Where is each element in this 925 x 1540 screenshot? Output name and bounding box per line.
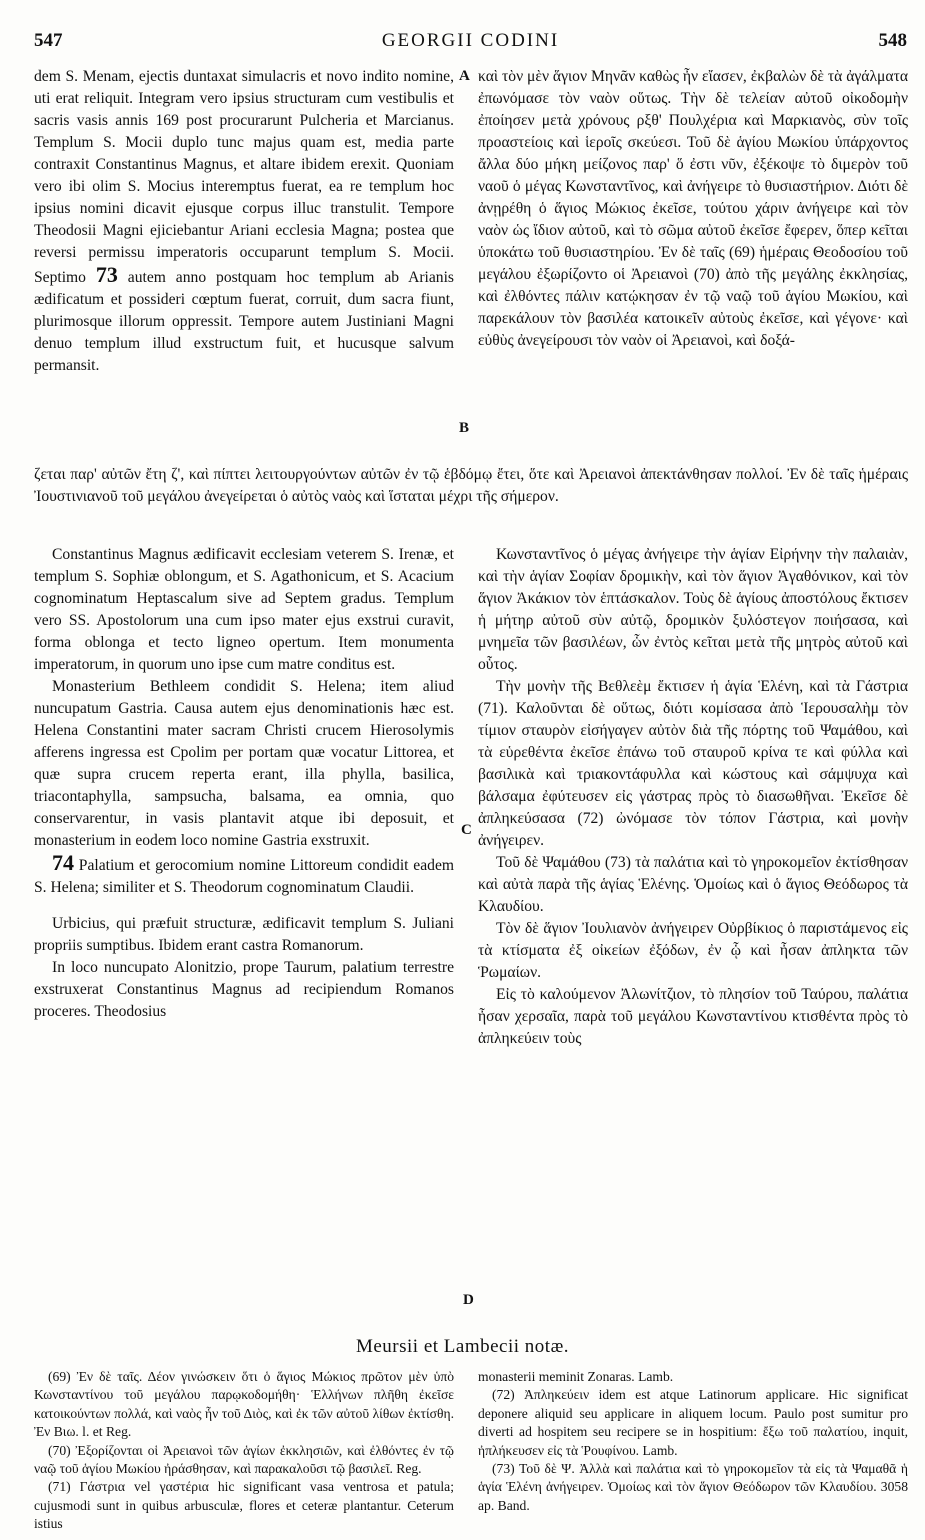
running-header	[34, 30, 907, 60]
latin-paragraph-mocius: dem S. Menam, ejectis duntaxat simulacris et novo indito nomine, uti erat reliquit. Integram vero ipsius structuram cum vestibulis et sacris vasis annis 169 post procurarunt Pulcheria et Marcianus. Templum S. Mocii duplo tunc majus quam est, media parte contraxit Constantinus Magnus, et altare ibidem erexit. Quoniam vero ibi olim S. Mocius interemptus fuerat, ea re templum hoc ipsius nomini dicavit ejusque corpus illuc transtulit. Tempore Theodosii Magni ejiciebantur Ariani ecclesia Magna; postea que reversi permissu imperatoris occuparunt templum S. Mocii. Septimo 73 autem anno postquam hoc templum ab Arianis ædificatum et possideri cœptum fuerat, corruit, dum sacra fiunt, plurimosque illorum oppressit. Tempore autem Justiniani Magni denuo templum illud exstructum fuit, et hucusque salvum permansit.	[34, 68, 454, 374]
note-70: (70) Ἐξορίζονται οἱ Ἀρειανοὶ τῶν ἁγίων ἐκκλησιῶν, καὶ ἐλθόντες ἐν τῷ ναῷ τοῦ ἁγίου Μωκίου ἠράσθησαν, καὶ παρακαλοῦσι τῷ βασιλεῖ. Reg.	[34, 1442, 454, 1477]
greek-paragraph-psamathos: Τοῦ δὲ Ψαμάθου (73) τὰ παλάτια καὶ τὸ γηροκομεῖον ἐκτίσθησαν καὶ αὐτὰ παρὰ τῆς ἁγίας Ἑλένης. Ὁμοίως καὶ ὁ ἅγιος Θεόδωρος τὰ Κλαυδίου.	[478, 854, 908, 915]
latin-paragraph-palatium: 74 Palatium et gerocomium nomine Littoreum condidit eadem S. Helena; similiter et S. Theodorum cognominatum Claudii.	[34, 850, 454, 896]
note-72: (72) Ἀπληκεύειν idem est atque Latinorum applicare. Hic significat deponere aliquid seu applicare in aliquem locum. Paulo post sumitur pro diverti ad hospitem seu recipere se in hospitium: ἔξω τοῦ παλατίου, inquit, ἠπλήκευσεν εἰς τὰ Ῥουφίνου. Lamb.	[478, 1387, 908, 1458]
section-number-74: 74	[52, 850, 74, 875]
note-73: (73) Τοῦ δὲ Ψ. Ἀλλὰ καὶ παλάτια καὶ τὸ γηροκομεῖον τὰ εἰς τὰ Ψαμαθᾶ ἡ ἁγία Ἑλένη ἀνήγειρεν. Ὁμοίως καὶ τὸν ἅγιον Θεόδωρον τῶν Κλαυδίου. 3058 ap. Band.	[478, 1461, 908, 1513]
margin-mark-a: A	[459, 68, 470, 84]
notes-column-right	[478, 1368, 908, 1515]
page-number-left: 547	[34, 30, 63, 51]
note-69: (69) Ἐν δὲ ταῖς. Δέον γινώσκειν ὅτι ὁ ἅγιος Μώκιος πρῶτον μὲν ὑπὸ Κωνσταντίνου τοῦ μεγάλου παρῳκοδομήθη· Ἑλλήνων πλῆθη ἐκεῖσε κατοικούντων πολλά, καὶ ναὸς ἦν τοῦ Διὸς, καὶ ἐκ τῶν αὐτοῦ λίθων ἐκτίσθη. Ἐν Βιω. l. et Reg.	[34, 1369, 454, 1440]
notes-heading: Meursii et Lambecii notæ.	[355, 1336, 569, 1357]
section-number-73: 73	[95, 262, 118, 287]
greek-column-lower	[478, 544, 908, 1050]
greek-paragraph-alonitzion: Εἰς τὸ καλούμενον Ἀλωνίτζιον, τὸ πλησίον τοῦ Ταύρου, παλάτια ἦσαν χερσαῖα, παρὰ τοῦ μεγάλου Κωνσταντίνου κτισθέντα πρὸς τὸ ἀπληκεύειν τοὺς	[478, 986, 908, 1047]
latin-paragraph-urbicius: Urbicius, qui præfuit structuræ, ædificavit templum S. Juliani propriis sumptibus. Ibidem erant castra Romanorum.	[34, 915, 454, 954]
latin-paragraph-constantinus: Constantinus Magnus ædificavit ecclesiam veterem S. Irenæ, et templum S. Sophiæ oblongum, et S. Agathonicum, et S. Acacium cognominatum Heptascalum sive ad Septem gradus. Templum vero SS. Apostolorum una cum ipso mater ejus exstrui curavit, forma oblonga et tecto ligneo opertum. Item monumenta imperatorum, in quorum uno ipse cum matre conditus est.	[34, 546, 454, 673]
latin-column-upper	[34, 66, 454, 377]
greek-paragraph-constantinus: Κωνσταντῖνος ὁ μέγας ἀνήγειρε τὴν ἁγίαν Εἰρήνην τὴν παλαιὰν, καὶ τὴν ἁγίαν Σοφίαν δρομικὴν, καὶ τὸν ἅγιον Ἀγαθόνικον, καὶ τὸν ἅγιον Ἀκάκιον τὸν ἑπτάσκαλον. Τοὺς δὲ ἁγίους ἀποστόλους ἔκτισεν ἡ μήτηρ αὐτοῦ σὺν αὐτῷ, δρομικὸν ξυλόστεγον ποιήσασα, καὶ μνημεῖα τῶν βασιλέων, ὧν ἐντὸς κεῖται μετὰ τῆς μητρὸς αὐτοῦ καὶ οὗτος.	[478, 546, 908, 673]
greek-paragraph-mocius: καὶ τὸν μὲν ἅγιον Μηνᾶν καθὼς ἦν εἴασεν, ἐκβαλὼν δὲ τὰ ἀγάλματα ἐπωνόμασε τὸν ναὸν οὕτως. Τὴν δὲ τελείαν αὐτοῦ οἰκοδομὴν ἐποίησεν μετὰ χρόνους ρξθ' Πουλχέρια καὶ Μαρκιανὸς, σὺν τοῖς προαστείοις καὶ ἱεροῖς σκεύεσι. Τοῦ δὲ ἁγίου Μωκίου ὑπάρχοντος ἄλλα δύο μήκη μείζονος παρ' ὅ ἐστι νῦν, ἐξέκοψε τὸ διμερὸν τοῦ ναοῦ ὁ μέγας Κωνσταντῖνος, καὶ ἀνήγειρε τὸ θυσιαστήριον. Διότι δὲ ἀνῃρέθη ὁ ἅγιος Μώκιος ἐκεῖσε, τούτου χάριν ἀνήγειρε καὶ τὸν ναὸν ὡς ἴδιον αὐτοῦ, καὶ τὸ σῶμα αὐτοῦ ἐκεῖσε ἔφερεν, ὅπερ κεῖται ὑποκάτω τοῦ θυσιαστηρίου. Ἐν δὲ ταῖς (69) ἡμέραις Θεοδοσίου τοῦ μεγάλου ἐξωρίζοντο οἱ Ἀρειανοὶ (70) ἀπὸ τῆς μεγάλης ἐκκλησίας, καὶ ἐλθόντες πάλιν κατῴκησαν ἐν τῷ ναῷ τοῦ ἁγίου Μωκίου, καὶ παρεκάλουν τὸν βασιλέα κατοικεῖν αὐτοὺς ἐκεῖσε, καὶ γέγονε· καὶ εὐθὺς ἀνεγείρουσι τὸν ναὸν οἱ Ἀρειανοὶ, καὶ δοξά-	[478, 68, 908, 349]
page-number-right: 548	[878, 30, 907, 51]
latin-column-lower	[34, 544, 454, 1023]
note-71-continued: monasterii meminit Zonaras. Lamb.	[478, 1369, 674, 1384]
margin-mark-b: B	[459, 420, 470, 436]
note-71: (71) Γάστρια vel γαστέρια hic significant vasa ventrosa et patula; cujusmodi sunt in quibus arbusculæ, flores et ceteræ plantantur. Ceterum istius	[34, 1479, 454, 1532]
greek-column-upper	[478, 66, 908, 352]
running-title: GEORGII CODINI	[381, 30, 560, 51]
greek-spanning-paragraph: ζεται παρ' αὐτῶν ἔτη ζ', καὶ πίπτει λειτουργούντων αὐτῶν ἐν τῷ ἑβδόμῳ ἔτει, ὅτε καὶ Ἀρειανοὶ ἀπεκτάνθησαν πολλοί. Ἐν δὲ ταῖς ἡμέραις Ἰουστινιανοῦ τοῦ μεγάλου ἀνεγείρεται ὁ αὐτὸς ναὸς καὶ ἵσταται μέχρι τῆς σήμερον.	[34, 466, 908, 505]
greek-paragraph-bethleem: Τὴν μονὴν τῆς Βεθλεὲμ ἔκτισεν ἡ ἁγία Ἑλένη, καὶ τὰ Γάστρια (71). Καλοῦνται δὲ οὕτως, διότι κομίσασα ἀπὸ Ἱερουσαλὴμ τὸν τίμιον σταυρὸν εἰσήγαγεν αὐτὸν διὰ τῆς πόρτης τοῦ Ψαμάθου, καὶ τὰ εὑρεθέντα ἐκεῖσε ἐπάνω τοῦ σταυροῦ κρίνα τε καὶ φύλλα καὶ βασιλικὰ καὶ τριακοντάφυλλα καὶ κώστους καὶ σάμψυχα καὶ βάλσαμα ἐφύτευσεν εἰς γάστρας πρὸς τὸ διασωθῆναι. Ἐκεῖσε δὲ ἀπληκεύσασα (72) ὠνόμασε τὸν τόπον Γάστρια, καὶ μονὴν ἀνήγειρεν.	[478, 678, 908, 849]
greek-paragraph-ioulianos: Τὸν δὲ ἅγιον Ἰουλιανὸν ἀνήγειρεν Οὐρβίκιος ὁ παριστάμενος εἰς τὰ κτίσματα ἐξ οἰκείων ἐξόδων, ἐν ᾧ καὶ ἦσαν ἀπληκτα τῶν Ῥωμαίων.	[478, 920, 908, 981]
notes-column-left	[34, 1368, 454, 1534]
latin-paragraph-bethleem: Monasterium Bethleem condidit S. Helena; item aliud nuncupatum Gastria. Causa autem ejus denominationis hæc est. Helena Constantini mater sacram Christi crucem Hierosolymis afferens ingressa est Cpolim per portam quæ vocatur Littorea, et quæ supra crucem reperta erant, illa phylla, basilica, triacontaphylla, sampsucha, balsama, ea omnia, quo conservarentur, in vasis plantavit atque ibi deposuit, et monasterium in eodem loco nomine Gastria exstruxit.	[34, 678, 454, 849]
margin-mark-d: D	[463, 1292, 474, 1308]
margin-mark-c: C	[461, 822, 472, 838]
latin-paragraph-alonitzio: In loco nuncupato Alonitzio, prope Taurum, palatium terrestre exstruxerat Constantinus Magnus ad recipiendum Romanos proceres. Theodosius	[34, 959, 454, 1020]
